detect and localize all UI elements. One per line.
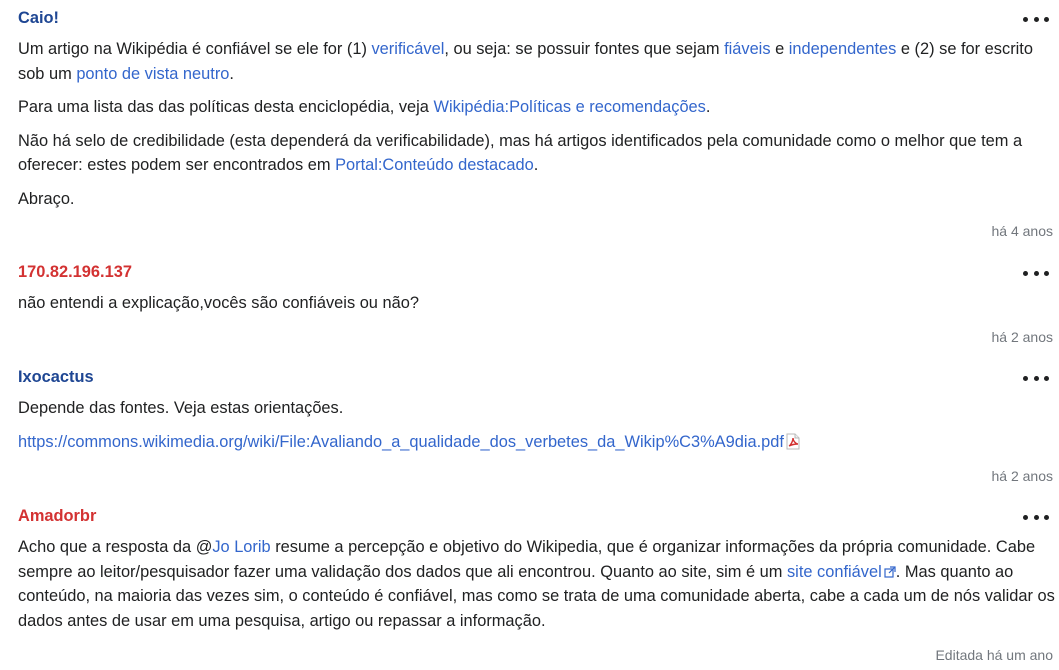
post-timestamp[interactable]: há 4 anos — [991, 223, 1053, 239]
post-timestamp[interactable]: Editada há um ano — [935, 647, 1053, 663]
more-options-button[interactable] — [1023, 12, 1049, 26]
ellipsis-icon — [1023, 17, 1028, 22]
link-pdf-avaliando[interactable]: https://commons.wikimedia.org/wiki/File:Avaliando_a_qualidade_dos_verbetes_da_Wikip%C3%A9dia.pdf — [18, 432, 784, 451]
post-paragraph: não entendi a explicação,vocês são confiáveis ou não? — [18, 294, 419, 312]
link-politicas-recomendacoes[interactable]: Wikipédia:Políticas e recomendações — [433, 98, 706, 116]
post-ip — [0, 262, 1059, 316]
ellipsis-icon — [1023, 515, 1028, 520]
link-verificavel[interactable]: verificável — [371, 40, 445, 58]
post-caio — [0, 8, 1059, 211]
ellipsis-icon — [1023, 376, 1028, 381]
post-author[interactable]: Ixocactus — [18, 368, 94, 386]
pdf-file-icon — [785, 433, 801, 450]
more-options-button[interactable] — [1023, 266, 1049, 280]
external-link-icon — [884, 566, 896, 578]
post-paragraph: Não há selo de credibilidade (esta dependerá da verificabilidade), mas há artigos identificados pela comunidade como o melhor que tem a oferecer: estes podem ser encontrados em Portal:Conteúdo destacado. — [18, 131, 1023, 174]
post-ixocactus — [0, 367, 1059, 454]
post-paragraph — [18, 430, 1059, 455]
post-paragraph: Para uma lista das das políticas desta enciclopédia, veja Wikipédia:Políticas e recomendações. — [18, 98, 711, 116]
post-author[interactable]: 170.82.196.137 — [18, 263, 132, 281]
more-options-button[interactable] — [1023, 371, 1049, 385]
link-fiaveis[interactable]: fiáveis — [724, 40, 771, 58]
link-ponto-de-vista-neutro[interactable]: ponto de vista neutro — [76, 64, 230, 83]
post-author[interactable]: Amadorbr — [18, 507, 97, 525]
post-amadorbr — [0, 506, 1059, 633]
post-paragraph: Acho que a resposta da @Jo Lorib resume a percepção e objetivo do Wikipedia, que é organizar informações da própria comunidade. Cabe sempre ao leitor/pesquisador fazer uma validação dos dados que ali encontrou. Quanto ao site, sim é um site confiável . Mas quanto ao conteúdo, na maioria das vezes sim, o conteúdo é confiável, mas como se trata de uma comunidade aberta, cabe a cada um de nós validar os dados antes de usar em uma pesquisa, artigo ou repassar a informação. — [18, 538, 1055, 630]
post-paragraph: Depende das fontes. Veja estas orientações. — [18, 399, 344, 417]
link-user-jo-lorib[interactable]: Jo Lorib — [212, 538, 271, 556]
post-timestamp[interactable]: há 2 anos — [991, 468, 1053, 484]
post-author[interactable]: Caio! — [18, 9, 59, 27]
ellipsis-icon — [1023, 271, 1028, 276]
post-paragraph: Um artigo na Wikipédia é confiável se ele for (1) verificável, ou seja: se possuir fontes que sejam fiáveis e independentes e (2) se for escrito sob um ponto de vista neutro. — [18, 40, 1033, 83]
post-timestamp[interactable]: há 2 anos — [991, 329, 1053, 345]
post-paragraph: Abraço. — [18, 189, 75, 208]
link-independentes[interactable]: independentes — [788, 40, 897, 58]
more-options-button[interactable] — [1023, 510, 1049, 524]
link-site-confiavel[interactable]: site confiável — [786, 562, 882, 581]
link-portal-conteudo-destacado[interactable]: Portal:Conteúdo destacado — [335, 156, 534, 174]
